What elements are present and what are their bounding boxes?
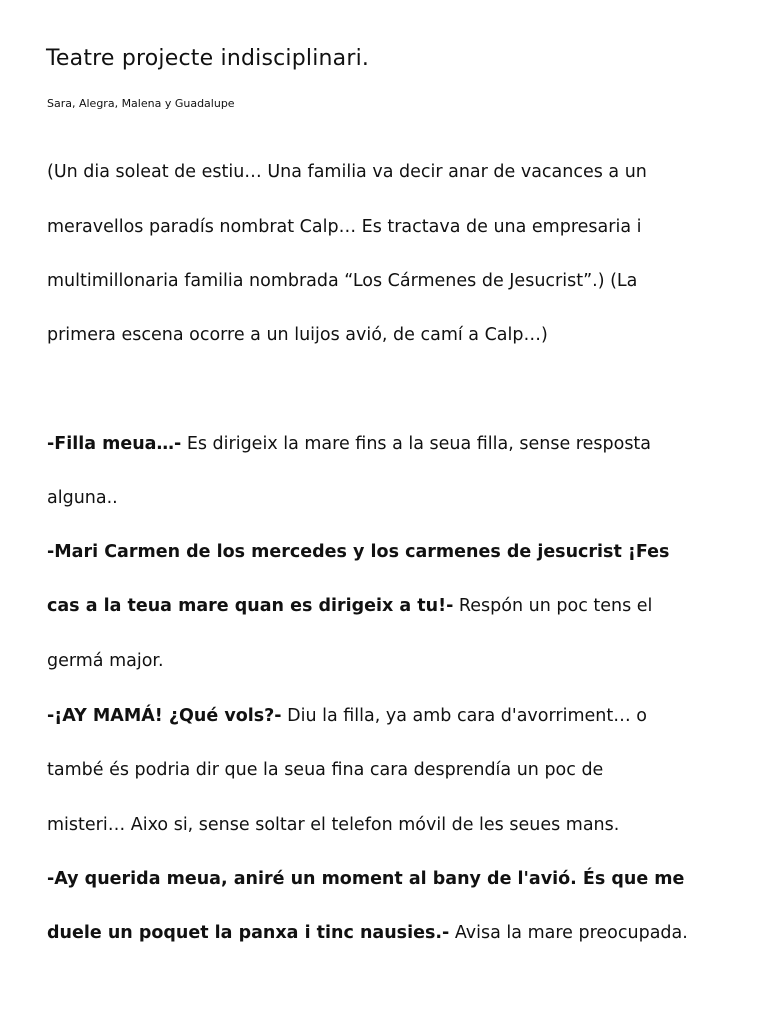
- dialogue-2-line-2: [47, 595, 652, 617]
- dialogue-1-line: [47, 433, 651, 455]
- dialogue-3-speech: -¡AY MAMÁ! ¿Qué vols?-: [47, 706, 282, 726]
- document-title: Teatre projecte indisciplinari.: [46, 46, 370, 71]
- dialogue-2-continuation: germá major.: [47, 651, 164, 671]
- dialogue-3-direction: Diu la filla, ya amb cara d'avorriment… o: [281, 706, 647, 726]
- intro-line-4: primera escena ocorre a un luijos avió, de camí a Calp…): [47, 325, 548, 345]
- dialogue-3-continuation-1: també és podria dir que la seua fina cara desprendía un poc de: [47, 760, 604, 780]
- dialogue-4-direction: Avisa la mare preocupada.: [449, 923, 688, 943]
- dialogue-4-speech-line-2: duele un poquet la panxa i tinc nausies.-: [47, 923, 450, 943]
- dialogue-4-line-2: [47, 922, 688, 944]
- dialogue-1-continuation: alguna..: [47, 488, 118, 508]
- dialogue-3-continuation-2: misteri… Aixo si, sense soltar el telefon móvil de les seues mans.: [47, 815, 620, 835]
- intro-line-2: meravellos paradís nombrat Calp… Es tractava de una empresaria i: [47, 217, 642, 237]
- dialogue-2-direction: Respón un poc tens el: [453, 596, 653, 616]
- dialogue-2-speech-line-2: cas a la teua mare quan es dirigeix a tu!-: [47, 596, 454, 616]
- dialogue-4-speech-line-1: -Ay querida meua, aniré un moment al bany de l'avió. És que me: [47, 869, 685, 889]
- intro-line-3: multimillonaria familia nombrada “Los Cármenes de Jesucrist”.) (La: [47, 271, 638, 291]
- dialogue-2-speech-line-1: -Mari Carmen de los mercedes y los carmenes de jesucrist ¡Fes: [47, 542, 670, 562]
- authors-line: Sara, Alegra, Malena y Guadalupe: [47, 97, 235, 110]
- dialogue-1-direction: Es dirigeix la mare fins a la seua filla, sense resposta: [181, 434, 652, 454]
- dialogue-1-speech: -Filla meua…-: [47, 434, 182, 454]
- dialogue-3-line: [47, 705, 647, 727]
- intro-line-1: (Un dia soleat de estiu… Una familia va decir anar de vacances a un: [47, 162, 647, 182]
